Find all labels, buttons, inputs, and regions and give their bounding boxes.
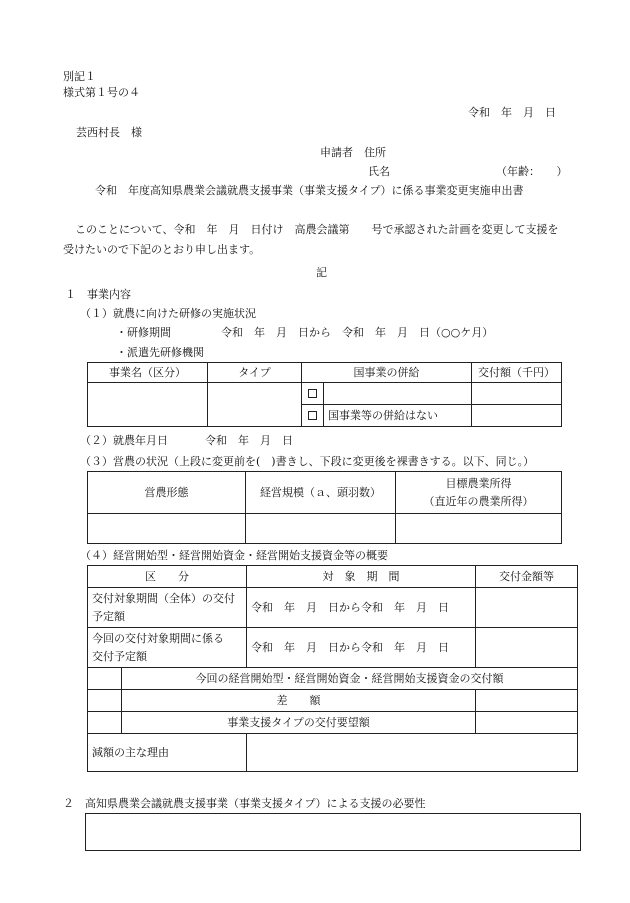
project-name-cell[interactable] (88, 383, 208, 427)
row-total-period-label (88, 588, 247, 628)
reduction-reason-cell[interactable] (247, 734, 578, 772)
concurrent-checkbox-1[interactable] (302, 383, 324, 405)
row-difference: 差 額 (122, 690, 476, 712)
training-table (87, 362, 562, 427)
farming-start-value: 令和 年 月 日 (205, 434, 293, 447)
current-period-label-b: 交付予定額 (92, 649, 147, 663)
th-grant-amount-etc: 交付金額等 (476, 566, 578, 588)
farming-status-table (87, 471, 562, 544)
applicant-name-label: 氏名 (368, 165, 390, 178)
necessity-input-box[interactable] (85, 813, 581, 851)
current-period-label-a: 今回の交付対象期間に係る (92, 631, 224, 645)
concurrent-detail-cell[interactable] (324, 383, 472, 405)
section1-sub1: （１）就農に向けた研修の実施状況 (80, 307, 256, 320)
farming-status-heading: （３）営農の状況（上段に変更前を( )書きし、下段に変更後を裸書きする。以下、同じ。） (80, 455, 535, 468)
th-category: 区 分 (88, 566, 247, 588)
farm-scale-cell[interactable] (246, 514, 396, 544)
no-concurrent-checkbox[interactable] (302, 405, 324, 427)
total-period-dates: 令和 年 月 日から令和 年 月 日 (247, 588, 476, 628)
section2-heading: ２ 高知県農業会議就農支援事業（事業支援タイプ）による支援の必要性 (63, 797, 426, 810)
th-grant-amount: 交付額（千円） (472, 363, 562, 383)
appendix-label: 別記１ (63, 70, 96, 83)
current-period-dates: 令和 年 月 日から令和 年 月 日 (247, 628, 476, 668)
intro-line-2: 受けたいので下記のとおり申し出ます。 (63, 243, 261, 256)
target-income-line2: （直近年の農業所得） (423, 494, 534, 508)
ki-heading: 記 (316, 266, 327, 279)
document-title: 令和 年度高知県農業会議就農支援事業（事業支援タイプ）に係る事業変更実施申出書 (95, 184, 524, 197)
blank-cell-2 (88, 690, 122, 712)
th-type: タイプ (208, 363, 302, 383)
addressee: 芸西村長 様 (76, 126, 142, 139)
grant-overview-heading: （４）経営開始型・経営開始資金・経営開始支援資金等の概要 (80, 549, 388, 562)
th-project-name: 事業名（区分） (88, 363, 208, 383)
total-period-label-b: 予定額 (92, 609, 125, 623)
farming-type-cell[interactable] (88, 514, 246, 544)
grant-overview-table (87, 565, 578, 772)
row-current-grant-amount: 今回の経営開始型・経営開始資金・経営開始支援資金の交付額 (122, 668, 578, 690)
th-target-income (396, 472, 562, 514)
total-period-amount-cell[interactable] (476, 588, 578, 628)
type-cell[interactable] (208, 383, 302, 427)
farming-start-label: （２）就農年月日 (80, 434, 168, 447)
requested-amount-cell[interactable] (476, 712, 578, 734)
total-period-label-a: 交付対象期間（全体）の交付 (92, 591, 235, 605)
difference-amount-cell[interactable] (476, 690, 578, 712)
section1-heading: １ 事業内容 (65, 288, 131, 301)
date-line: 令和 年 月 日 (468, 106, 556, 119)
reduction-reason-label: 減額の主な理由 (88, 734, 247, 772)
dispatch-institution-label: ・派遣先研修機関 (116, 346, 204, 359)
grant-amount-cell-2[interactable] (472, 405, 562, 427)
no-concurrent-label: 国事業等の併給はない (324, 405, 472, 427)
training-period-label: ・研修期間 (116, 326, 171, 339)
th-target-period: 対 象 期 間 (247, 566, 476, 588)
target-income-line1: 目標農業所得 (445, 477, 512, 491)
training-period-value: 令和 年 月 日から 令和 年 月 日（○○ケ月） (221, 326, 494, 339)
blank-cell-1 (88, 668, 122, 690)
row-requested-amount: 事業支援タイプの交付要望額 (122, 712, 476, 734)
applicant-address-label: 申請者 住所 (320, 146, 386, 159)
applicant-age: （年齢： ） (496, 165, 568, 178)
grant-amount-cell-1[interactable] (472, 383, 562, 405)
row-current-period-label (88, 628, 247, 668)
th-concurrent: 国事業の併給 (302, 363, 472, 383)
intro-line-1: このことについて、令和 年 月 日付け 高農会議第 号で承認された計画を変更して支援を (75, 223, 559, 236)
target-income-cell[interactable] (396, 514, 562, 544)
form-number: 様式第１号の４ (63, 86, 140, 99)
th-farm-scale: 経営規模（ａ、頭羽数） (246, 472, 396, 514)
current-period-amount-cell[interactable] (476, 628, 578, 668)
th-farming-type: 営農形態 (88, 472, 246, 514)
blank-cell-3 (88, 712, 122, 734)
